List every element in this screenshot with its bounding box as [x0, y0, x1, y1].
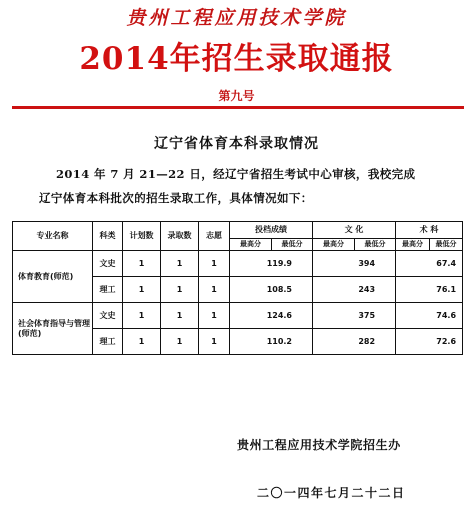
culture-score-cell: 375 [313, 303, 396, 329]
header-min: 最低分 [430, 239, 463, 251]
issue-number: 第九号 [218, 89, 255, 103]
header-min: 最低分 [272, 239, 313, 251]
major-name: 社会体育指导与管理(师范) [13, 303, 93, 355]
volunteer-cell: 1 [199, 251, 230, 277]
header-major: 专业名称 [13, 222, 93, 251]
specialty-score-cell: 76.1 [396, 277, 463, 303]
header-max: 最高分 [230, 239, 272, 251]
table-row [13, 251, 463, 277]
admission-table [12, 221, 463, 355]
header-plan: 计划数 [123, 222, 161, 251]
volunteer-cell: 1 [199, 277, 230, 303]
plan-cell: 1 [123, 277, 161, 303]
header-admitted: 录取数 [161, 222, 199, 251]
notice-paragraph-line2: 辽宁体育本科批次的招生录取工作，具体情况如下： [39, 191, 313, 205]
signature-date: 二〇一四年七月二十二日 [257, 486, 406, 500]
admitted-cell: 1 [161, 251, 199, 277]
header-culture: 文 化 [313, 222, 396, 239]
volunteer-cell: 1 [199, 329, 230, 355]
header-max: 最高分 [396, 239, 430, 251]
table-row [13, 303, 463, 329]
culture-score-cell: 243 [313, 277, 396, 303]
header-category: 科类 [93, 222, 123, 251]
admitted-cell: 1 [161, 277, 199, 303]
header-max: 最高分 [313, 239, 355, 251]
category-cell: 文史 [93, 303, 123, 329]
culture-score-cell: 394 [313, 251, 396, 277]
plan-cell: 1 [123, 329, 161, 355]
category-cell: 文史 [93, 251, 123, 277]
culture-score-cell: 282 [313, 329, 396, 355]
school-logo: 贵州工程应用技术学院 [126, 7, 347, 29]
signature-organization: 贵州工程应用技术学院招生办 [237, 438, 401, 452]
header-specialty: 术 科 [396, 222, 463, 239]
plan-cell: 1 [123, 303, 161, 329]
category-cell: 理工 [93, 329, 123, 355]
page-title: 2014年招生录取通报 [79, 41, 394, 77]
header-divider [12, 106, 464, 109]
admitted-cell: 1 [161, 303, 199, 329]
archived-score-cell: 110.2 [230, 329, 313, 355]
specialty-score-cell: 74.6 [396, 303, 463, 329]
notice-paragraph-line1: 2014 年 7 月 21—22 日，经辽宁省招生考试中心审核，我校完成 [56, 167, 416, 181]
major-name: 体育教育(师范) [13, 251, 93, 303]
plan-cell: 1 [123, 251, 161, 277]
archived-score-cell: 108.5 [230, 277, 313, 303]
header-volunteer: 志愿 [199, 222, 230, 251]
archived-score-cell: 119.9 [230, 251, 313, 277]
notice-heading: 辽宁省体育本科录取情况 [154, 136, 319, 152]
category-cell: 理工 [93, 277, 123, 303]
archived-score-cell: 124.6 [230, 303, 313, 329]
volunteer-cell: 1 [199, 303, 230, 329]
header-min: 最低分 [355, 239, 396, 251]
header-archived-score: 投档成绩 [230, 222, 313, 239]
admitted-cell: 1 [161, 329, 199, 355]
specialty-score-cell: 72.6 [396, 329, 463, 355]
specialty-score-cell: 67.4 [396, 251, 463, 277]
table-header-row [13, 222, 463, 239]
